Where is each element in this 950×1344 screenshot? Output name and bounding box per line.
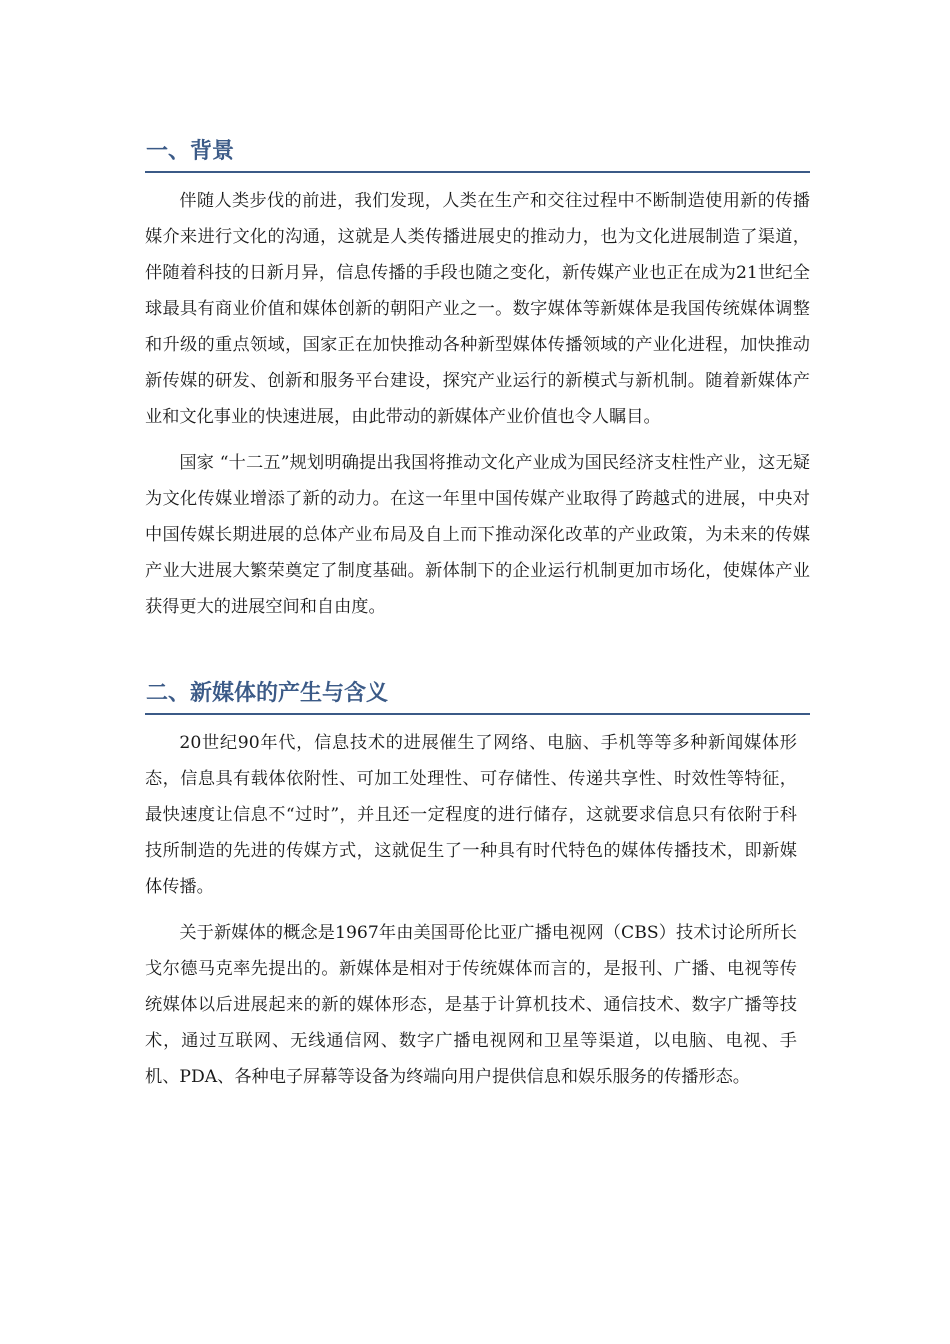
paragraph: 伴随人类步伐的前进，我们发现，人类在生产和交往过程中不断制造使用新的传播媒介来进行文化的沟通，这就是人类传播进展史的推动力，也为文化进展制造了渠道，伴随着科技的日新月异，信息传播的手段也随之变化，新传媒产业也正在成为21世纪全球最具有商业价值和媒体创新的朝阳产业之一。数字媒体等新媒体是我国传统媒体调整和升级的重点领域，国家正在加快推动各种新型媒体传播领域的产业化进程，加快推动新传媒的研发、创新和服务平台建设，探究产业运行的新模式与新机制。随着新媒体产业和文化事业的快速进展，由此带动的新媒体产业价值也令人瞩目。: [145, 191, 810, 427]
document-body: [145, 131, 810, 1105]
section-heading: 一、背景: [145, 131, 810, 173]
paragraph: 国家 “十二五”规划明确提出我国将推动文化产业成为国民经济支柱性产业，这无疑为文化传媒业增添了新的动力。在这一年里中国传媒产业取得了跨越式的进展，中央对中国传媒长期进展的总体产业布局及自上而下推动深化改革的产业政策，为未来的传媒产业大进展大繁荣奠定了制度基础。新体制下的企业运行机制更加市场化，使媒体产业获得更大的进展空间和自由度。: [145, 453, 810, 617]
section-new-media-origin: [145, 673, 810, 1095]
paragraph: 关于新媒体的概念是1967年由美国哥伦比亚广播电视网（CBS）技术讨论所所长戈尔德马克率先提出的。新媒体是相对于传统媒体而言的，是报刊、广播、电视等传统媒体以后进展起来的新的媒体形态，是基于计算机技术、通信技术、数字广播等技术，通过互联网、无线通信网、数字广播电视网和卫星等渠道，以电脑、电视、手机、PDA、各种电子屏幕等设备为终端向用户提供信息和娱乐服务的传播形态。: [145, 923, 797, 1087]
section-background: [145, 131, 810, 625]
section-heading: 二、新媒体的产生与含义: [145, 673, 810, 715]
paragraph: 20世纪90年代，信息技术的进展催生了网络、电脑、手机等等多种新闻媒体形态，信息具有载体依附性、可加工处理性、可存储性、传递共享性、时效性等特征，最快速度让信息不“过时”，并且还一定程度的进行储存，这就要求信息只有依附于科技所制造的先进的传媒方式，这就促生了一种具有时代特色的媒体传播技术，即新媒体传播。: [145, 733, 797, 897]
